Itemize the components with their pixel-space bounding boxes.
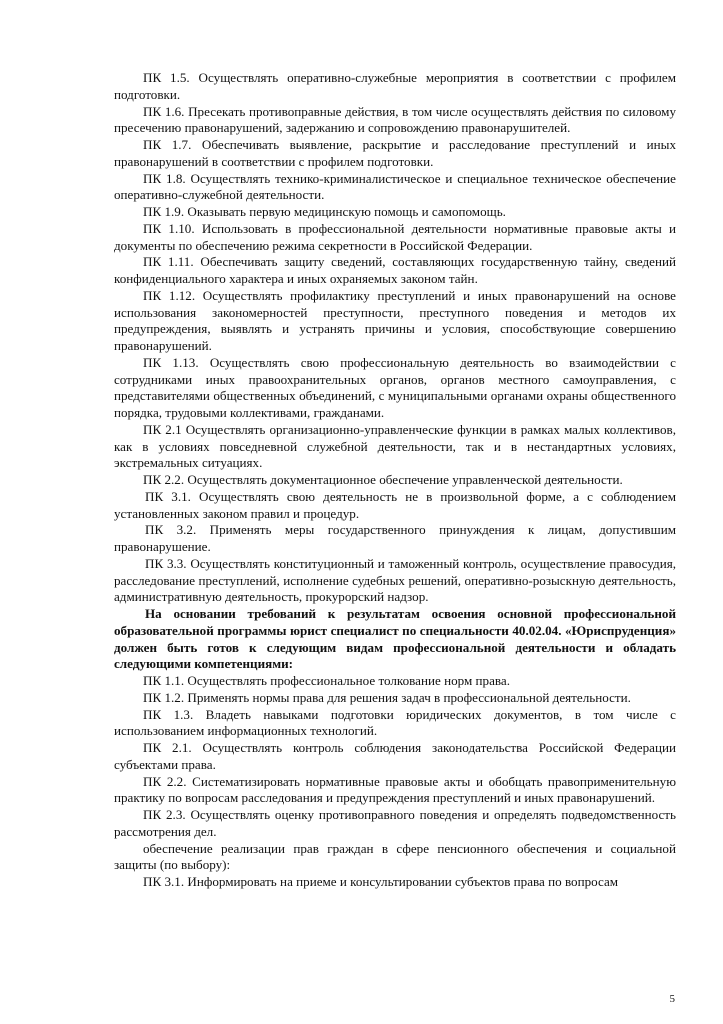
paragraph-pk-1-10: ПК 1.10. Использовать в профессиональной деятельности нормативные правовые акты и документы по обеспечению режима секретности в Российской Федерации. [114,220,676,253]
paragraph-jur-pk-1-1: ПК 1.1. Осуществлять профессиональное толкование норм права. [143,673,510,688]
paragraph-pk-1-7: ПК 1.7. Обеспечивать выявление, раскрытие и расследование преступлений и иных правонарушений в соответствии с профилем подготовки. [114,137,676,169]
paragraph-pk-1-11: ПК 1.11. Обеспечивать защиту сведений, составляющих государственную тайну, сведений конфиденциального характера и иных охраняемых законом тайн. [114,254,676,286]
paragraph-pk-2-2: ПК 2.2. Осуществлять документационное обеспечение управленческой деятельности. [143,472,623,487]
paragraph-requirements-heading: На основании требований к результатам освоения основной профессиональной образовательной программы юрист специалист по специальности 40.02.04. «Юриспруденция» должен быть готов к следующим видам профессиональной деятельности и обладать следующими компетенциями: [114,606,676,672]
paragraph-jur-pk-1-2: ПК 1.2. Применять нормы права для решения задач в профессиональной деятельности. [143,689,631,705]
paragraph-pk-1-6: ПК 1.6. Пресекать противоправные действия, в том числе осуществлять действия по силовому пресечению правонарушений, задержанию и сопровождению правонарушителей. [114,103,676,136]
paragraph-pk-1-5: ПК 1.5. Осуществлять оперативно-служебные мероприятия в соответствии с профилем подготовки. [114,70,676,102]
paragraph-pk-2-1: ПК 2.1 Осуществлять организационно-управленческие функции в рамках малых коллективов, как в условиях повседневной служебной деятельности, так и в нестандартных условиях, экстремальных ситуациях. [114,421,676,471]
paragraph-pk-3-1: ПК 3.1. Осуществлять свою деятельность не в произвольной форме, а с соблюдением установленных законом правил и процедур. [114,488,676,521]
paragraph-pk-1-8: ПК 1.8. Осуществлять технико-криминалистическое и специальное техническое обеспечение оперативно-служебной деятельности. [114,170,676,203]
paragraph-pk-3-3: ПК 3.3. Осуществлять конституционный и таможенный контроль, осуществление правосудия, расследование преступлений, исполнение судебных решений, оперативно-розыскную деятельность, административную деятельность, прокурорский надзор. [114,555,676,605]
paragraph-pension-option: обеспечение реализации прав граждан в сфере пенсионного обеспечения и социальной защиты (по выбору): [114,840,676,873]
paragraph-pk-1-13: ПК 1.13. Осуществлять свою профессиональную деятельность во взаимодействии с сотрудниками иных правоохранительных органов, органов местного самоуправления, с представителями общественных объединений, с муниципальными органами охраны общественного порядка, трудовыми коллективами, гражданами. [114,354,676,420]
paragraph-jur-pk-3-1: ПК 3.1. Информировать на приеме и консультировании субъектов права по вопросам [143,874,619,889]
paragraph-pk-1-9: ПК 1.9. Оказывать первую медицинскую помощь и самопомощь. [143,204,506,219]
paragraph-pk-3-2: ПК 3.2. Применять меры государственного принуждения к лицам, допустившим правонарушение. [114,522,676,554]
paragraph-jur-pk-1-3: ПК 1.3. Владеть навыками подготовки юридических документов, в том числе с использованием информационных технологий. [114,706,676,739]
paragraph-pk-1-12: ПК 1.12. Осуществлять профилактику преступлений и иных правонарушений на основе использования закономерностей преступности, преступного поведения и методов их предупреждения, выявлять и устранять причины и условия, способствующие совершению правонарушений. [114,287,676,353]
page-number: 5 [669,993,675,1005]
paragraph-jur-pk-2-2: ПК 2.2. Систематизировать нормативные правовые акты и обобщать правоприменительную практику по вопросам расследования и предупреждения преступлений и иных правонарушений. [114,773,676,806]
paragraph-jur-pk-2-3: ПК 2.3. Осуществлять оценку противоправного поведения и определять подведомственность рассмотрения дел. [114,807,676,839]
paragraph-jur-pk-2-1: ПК 2.1. Осуществлять контроль соблюдения законодательства Российской Федерации субъектами права. [114,740,676,772]
document-body [114,70,676,891]
